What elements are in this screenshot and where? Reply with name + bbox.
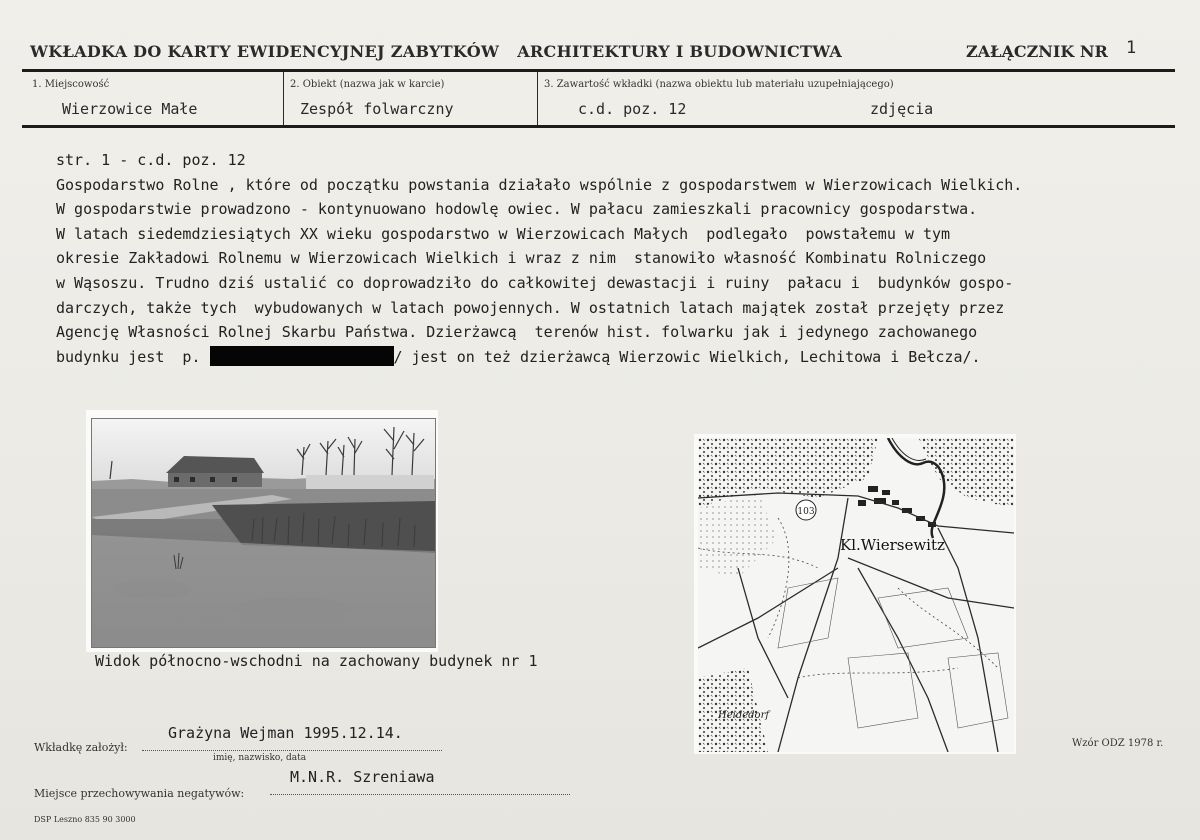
content-value-2: zdjęcia (870, 100, 934, 118)
field-divider-2 (537, 72, 538, 126)
map-town-label: Kl.Wiersewitz (840, 536, 945, 554)
historic-map (698, 438, 1014, 752)
object-value: Zespół folwarczny (300, 100, 454, 118)
photo-caption: Widok północno-wschodni na zachowany budynek nr 1 (95, 652, 538, 670)
header-rule (22, 69, 1175, 72)
redacted-name (210, 346, 394, 366)
annex-number: 1 (1126, 38, 1137, 58)
text-line: w Wąsoszu. Trudno dziś ustalić co doprowadziło do całkowitej dewastacji i ruiny pałacu i budynków gospo- (56, 273, 1014, 292)
author-sublabel: imię, nazwisko, data (213, 753, 307, 763)
locality-label: 1. Miejscowość (32, 79, 110, 90)
fields-rule (22, 125, 1175, 128)
text-line: darczych, także tych wybudowanych w latach powojennych. W ostatnich latach majątek został przejęty przez (56, 298, 1005, 317)
storage-line (270, 794, 570, 795)
text-line: W latach siedemdziesiątych XX wieku gospodarstwo w Wierzowicach Małych podlegało powstałemu w tym (56, 224, 951, 243)
storage-label: Miejsce przechowywania negatywów: (34, 787, 245, 800)
map-road-number: 103 (797, 507, 815, 517)
header (30, 38, 1180, 66)
text-line: str. 1 - c.d. poz. 12 (56, 151, 246, 169)
text-line: Agencję Własności Rolnej Skarbu Państwa. Dzierżawcą terenów hist. folwarku jak i jedynego zachowanego (56, 323, 978, 342)
field-divider-1 (283, 72, 284, 126)
form-title-part1: WKŁADKA DO KARTY EWIDENCYJNEJ ZABYTKÓW (30, 42, 500, 61)
form-model: Wzór ODZ 1978 r. (1072, 738, 1164, 749)
object-label: 2. Obiekt (nazwa jak w karcie) (290, 79, 445, 90)
author-label: Wkładkę założył: (34, 741, 128, 754)
text-line: budynku jest p. (56, 347, 210, 366)
locality-value: Wierzowice Małe (62, 100, 198, 118)
text-line: W gospodarstwie prowadzono - kontynuowano hodowlę owiec. W pałacu zamieszkali pracownicy gospodarstwa. (56, 200, 978, 219)
annex-label: ZAŁĄCZNIK NR (966, 42, 1108, 61)
author-value: Grażyna Wejman 1995.12.14. (168, 724, 403, 742)
text-line: / jest on też dzierżawcą Wierzowic Wielkich, Lechitowa i Bełcza/. (393, 347, 981, 366)
farm-building-photo (91, 418, 436, 648)
form-title (30, 42, 842, 61)
storage-value: M.N.R. Szreniawa (290, 768, 435, 786)
text-line: Gospodarstwo Rolne , które od początku powstania działało wspólnie z gospodarstwem w Wierzowicach Wielkich. (56, 175, 1023, 194)
content-label: 3. Zawartość wkładki (nazwa obiektu lub materiału uzupełniającego) (544, 79, 894, 90)
description-text (56, 148, 1176, 369)
content-value-1: c.d. poz. 12 (578, 100, 687, 118)
map-village-label: Heidedorf (718, 710, 770, 721)
author-line (142, 750, 442, 751)
text-line: okresie Zakładowi Rolnemu w Wierzowicach Wielkich i wraz z nim stanowiło własność Kombinatu Rolniczego (56, 249, 987, 268)
print-info: DSP Leszno 835 90 3000 (34, 815, 136, 824)
form-title-part2: ARCHITEKTURY I BUDOWNICTWA (517, 42, 843, 61)
